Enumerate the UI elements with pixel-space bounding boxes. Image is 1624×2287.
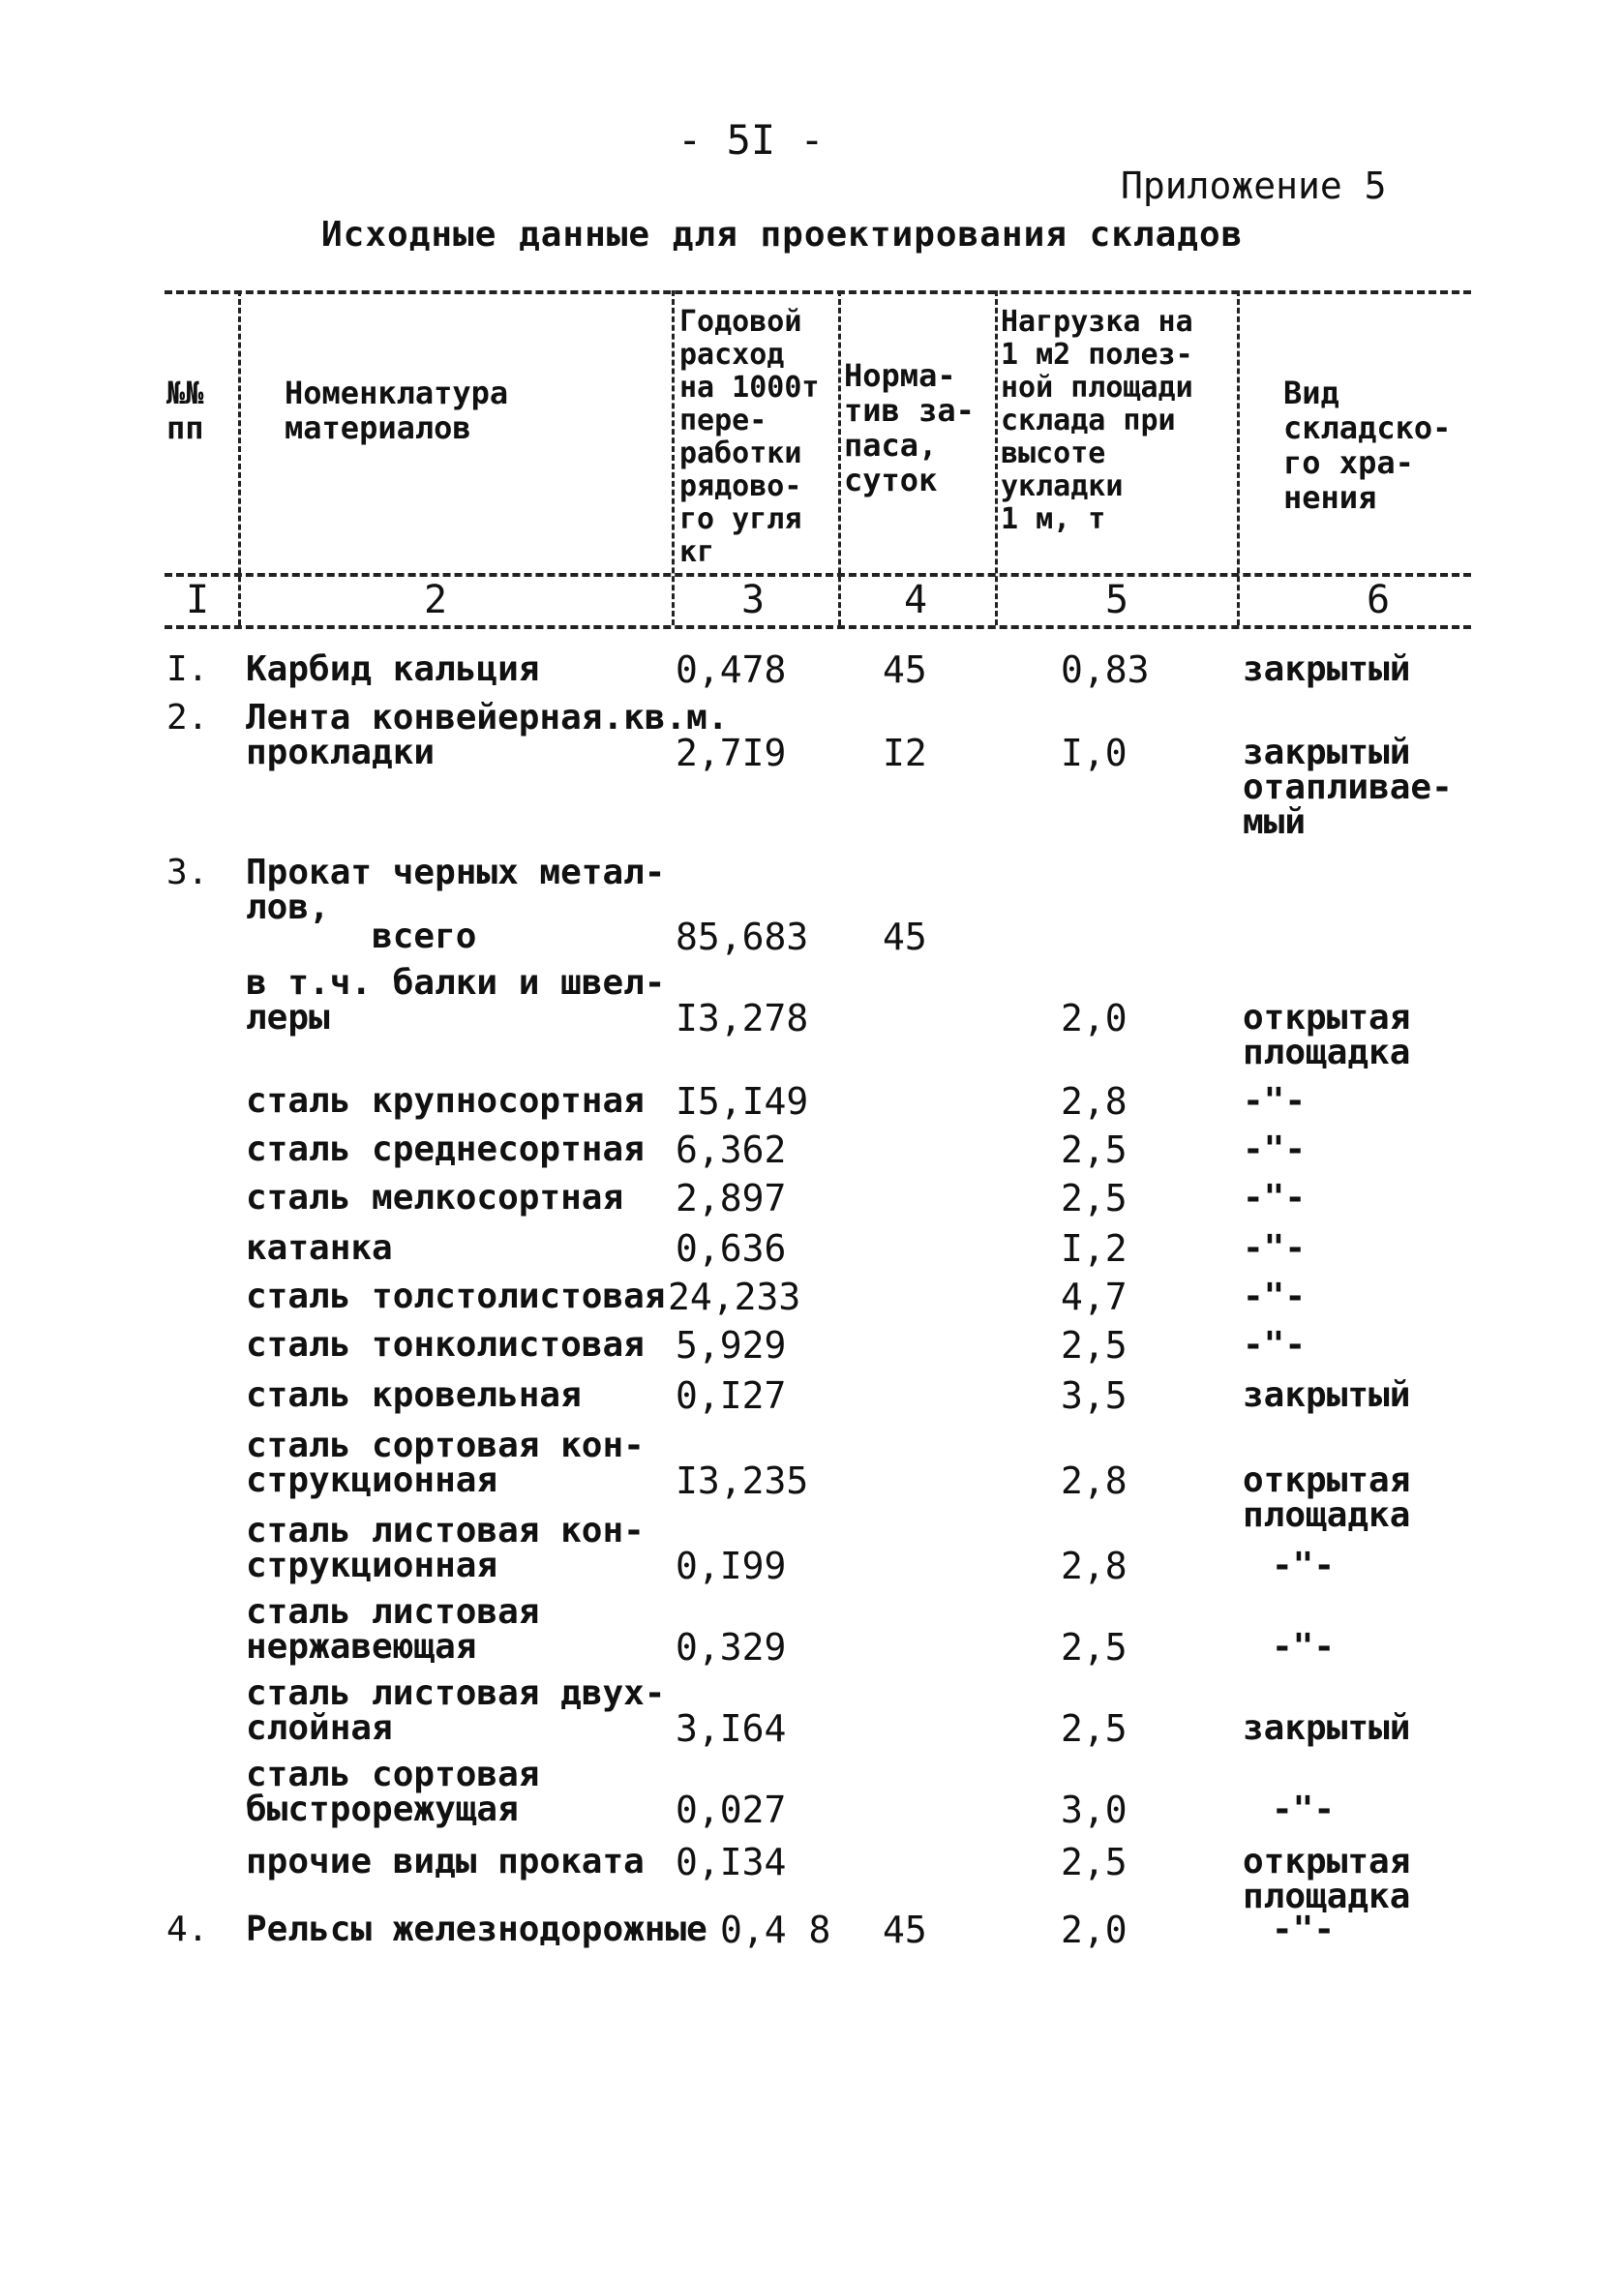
reserve-days: 45 — [883, 1909, 927, 1951]
material-name: сталь крупносортная — [246, 1081, 645, 1121]
page-number: - 5I - — [677, 116, 825, 164]
storage-type: открытая площадка — [1243, 1842, 1411, 1916]
annual-consumption: 0,329 — [676, 1626, 787, 1669]
storage-type: открытая площадка — [1243, 998, 1411, 1072]
material-name: сталь сортовая кон- струкционная — [246, 1426, 645, 1500]
storage-type: -"- — [1243, 1129, 1307, 1169]
header-annual: Годовой расход на 1000т пере- работки рядово- го угля кг — [679, 305, 820, 569]
annual-consumption: 0,I27 — [676, 1374, 787, 1417]
material-name: всего — [246, 917, 477, 956]
column-number-3: 3 — [741, 578, 766, 622]
row-number: 3. — [166, 853, 209, 892]
material-name: сталь мелкосортная — [246, 1178, 624, 1218]
row-number: I. — [166, 649, 209, 689]
storage-type: закрытый — [1243, 1375, 1411, 1415]
material-name: Лента конвейерная.кв.м. прокладки — [246, 698, 729, 772]
storage-type: закрытый — [1243, 1708, 1411, 1748]
storage-type: -"- — [1272, 1546, 1336, 1585]
annual-consumption: 0,I99 — [676, 1545, 787, 1587]
load-per-m2: 3,5 — [1061, 1374, 1128, 1417]
annual-consumption: 24,233 — [668, 1276, 801, 1318]
appendix-label: Приложение 5 — [1121, 165, 1387, 207]
material-name: сталь сортовая быстрорежущая — [246, 1755, 540, 1829]
annual-consumption: 0,I34 — [676, 1841, 787, 1883]
load-per-m2: 2,0 — [1061, 1909, 1128, 1951]
material-name: сталь листовая двух- слойная — [246, 1673, 666, 1748]
header-no: №№ пп — [166, 375, 204, 446]
load-per-m2: 2,5 — [1061, 1324, 1128, 1367]
header-name: Номенклатура материалов — [285, 375, 509, 446]
header-divider-5 — [1237, 290, 1240, 625]
storage-type: -"- — [1272, 1627, 1336, 1667]
load-per-m2: 2,8 — [1061, 1459, 1128, 1502]
header-divider-2 — [672, 290, 675, 625]
load-per-m2: 4,7 — [1061, 1276, 1128, 1318]
material-name: в т.ч. балки и швел- леры — [246, 963, 666, 1038]
reserve-days: I2 — [883, 732, 927, 774]
column-number-6: 6 — [1367, 578, 1391, 622]
header-load: Нагрузка на 1 м2 полез- ной площади склада при высоте укладки 1 м, т — [1001, 305, 1193, 536]
column-number-1: I — [186, 578, 210, 622]
material-name: сталь тонколистовая — [246, 1325, 645, 1365]
material-name: катанка — [246, 1228, 393, 1268]
material-name: Рельсы железнодорожные — [246, 1910, 707, 1949]
load-per-m2: I,2 — [1061, 1227, 1128, 1270]
material-name: сталь среднесортная — [246, 1129, 645, 1169]
load-per-m2: 2,0 — [1061, 997, 1128, 1039]
header-storage: Вид складско- го хра- нения — [1283, 375, 1452, 516]
column-number-5: 5 — [1105, 578, 1129, 622]
reserve-days: 45 — [883, 648, 927, 691]
storage-type: -"- — [1243, 1277, 1307, 1316]
annual-consumption: 0,478 — [676, 648, 787, 691]
annual-consumption: 0,4 8 — [720, 1909, 831, 1951]
storage-type: -"- — [1243, 1228, 1307, 1268]
load-per-m2: 2,5 — [1061, 1707, 1128, 1750]
load-per-m2: I,0 — [1061, 732, 1128, 774]
load-per-m2: 3,0 — [1061, 1789, 1128, 1831]
column-numbers-rule — [165, 625, 1471, 629]
annual-consumption: 3,I64 — [676, 1707, 787, 1750]
material-name: сталь листовая кон- струкционная — [246, 1511, 645, 1585]
annual-consumption: 6,362 — [676, 1128, 787, 1171]
load-per-m2: 2,5 — [1061, 1177, 1128, 1219]
header-divider-4 — [995, 290, 998, 625]
load-per-m2: 2,5 — [1061, 1841, 1128, 1883]
storage-type: закрытый отапливае- мый — [1243, 733, 1453, 842]
annual-consumption: I3,278 — [676, 997, 809, 1039]
column-number-2: 2 — [424, 578, 448, 622]
header-top-rule — [165, 290, 1471, 294]
load-per-m2: 2,8 — [1061, 1545, 1128, 1587]
load-per-m2: 2,8 — [1061, 1080, 1128, 1123]
annual-consumption: 2,897 — [676, 1177, 787, 1219]
header-divider-1 — [238, 290, 241, 625]
load-per-m2: 2,5 — [1061, 1626, 1128, 1669]
load-per-m2: 2,5 — [1061, 1128, 1128, 1171]
header-divider-3 — [838, 290, 841, 625]
annual-consumption: I5,I49 — [676, 1080, 809, 1123]
material-name: Карбид кальция — [246, 649, 540, 689]
column-number-4: 4 — [904, 578, 928, 622]
material-name: сталь листовая нержавеющая — [246, 1592, 540, 1667]
row-number: 2. — [166, 698, 209, 737]
reserve-days: 45 — [883, 916, 927, 958]
material-name: Прокат черных метал- лов, — [246, 853, 666, 927]
annual-consumption: 0,636 — [676, 1227, 787, 1270]
storage-type: -"- — [1243, 1325, 1307, 1365]
annual-consumption: 85,683 — [676, 916, 809, 958]
document-title: Исходные данные для проектирования складов — [321, 215, 1244, 255]
material-name: сталь толстолистовая — [246, 1277, 666, 1316]
storage-type: -"- — [1243, 1178, 1307, 1218]
storage-type: -"- — [1243, 1081, 1307, 1121]
material-name: прочие виды проката — [246, 1842, 645, 1881]
header-reserve: Норма- тив за- паса, суток — [844, 357, 975, 498]
load-per-m2: 0,83 — [1061, 648, 1150, 691]
annual-consumption: 5,929 — [676, 1324, 787, 1367]
material-name: сталь кровельная — [246, 1375, 582, 1415]
storage-type: -"- — [1272, 1790, 1336, 1829]
annual-consumption: 0,027 — [676, 1789, 787, 1831]
annual-consumption: I3,235 — [676, 1459, 809, 1502]
header-bottom-rule — [165, 573, 1471, 577]
storage-type: закрытый — [1243, 649, 1411, 689]
row-number: 4. — [166, 1910, 209, 1949]
annual-consumption: 2,7I9 — [676, 732, 787, 774]
storage-type: открытая площадка — [1243, 1460, 1411, 1535]
storage-type: -"- — [1272, 1910, 1336, 1949]
